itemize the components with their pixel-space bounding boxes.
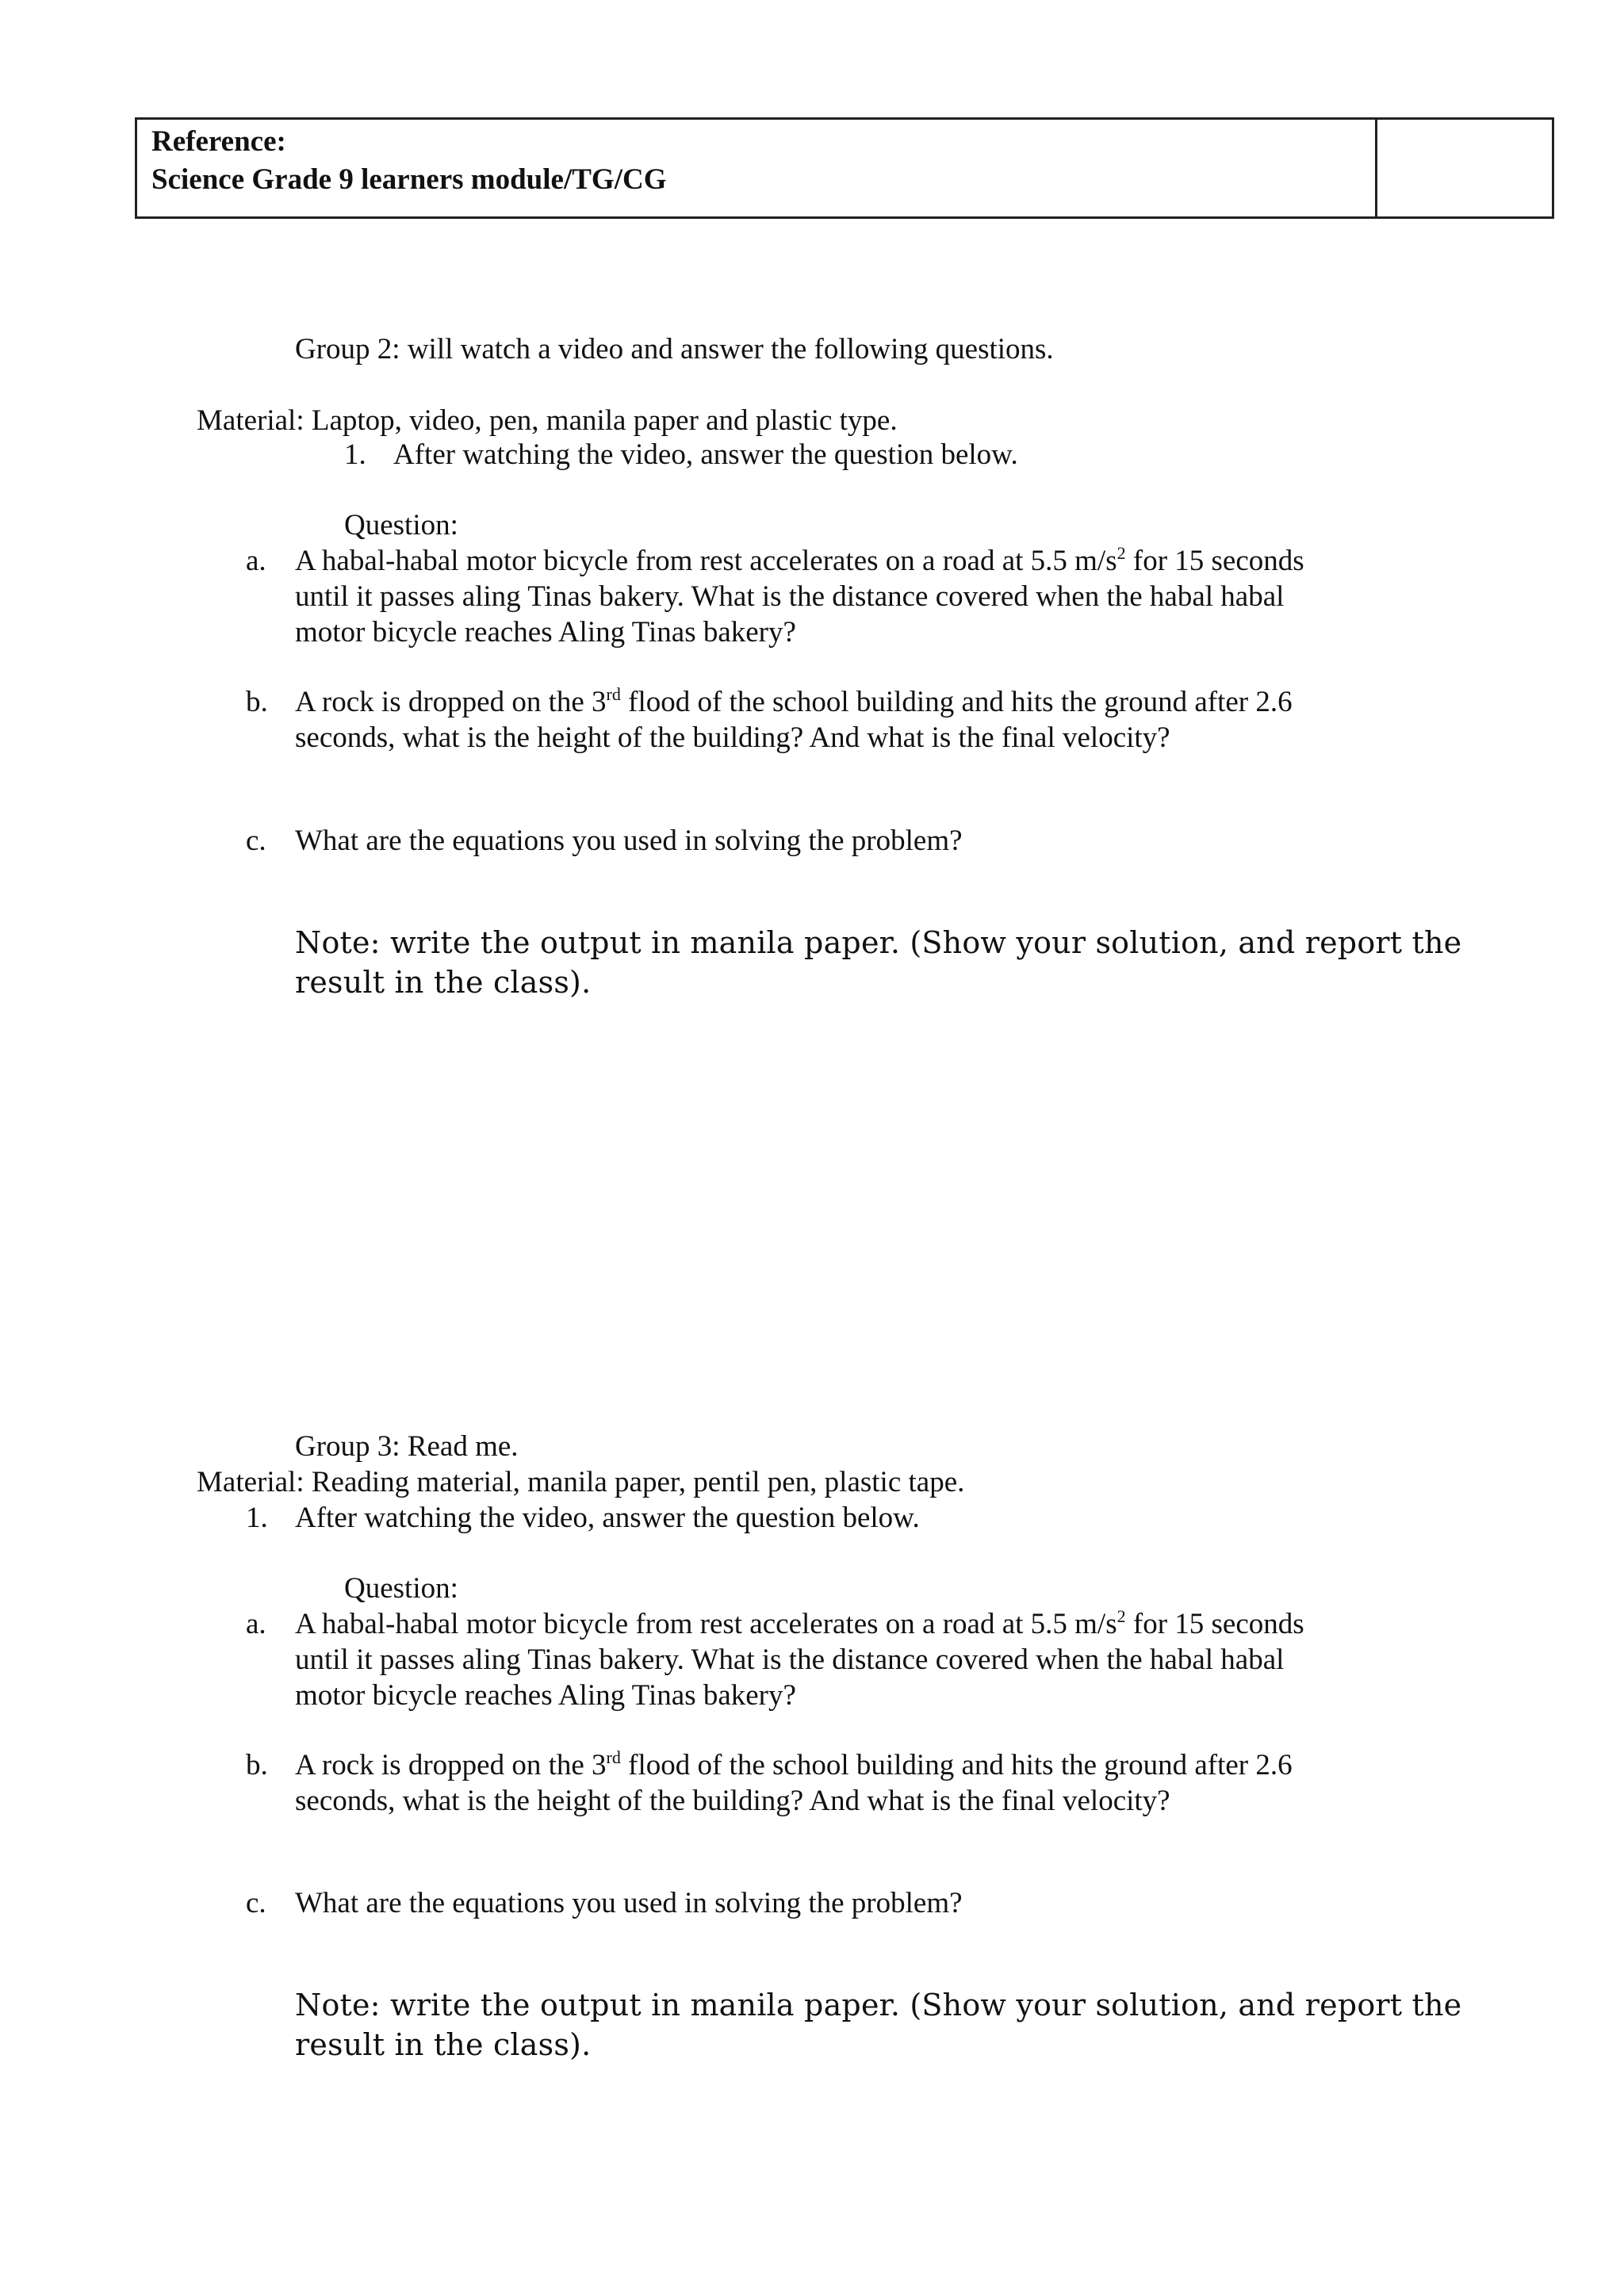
group3-question-c-text: What are the equations you used in solving the problem? (295, 1887, 963, 1919)
question-b-text: A rock is dropped on the 3 (295, 1749, 607, 1781)
superscript: 2 (1116, 1606, 1126, 1626)
group2-question-b-marker: b. (246, 686, 268, 718)
group3-question-c-marker: c. (246, 1887, 266, 1919)
group2-question-b-line2: seconds, what is the height of the building? And what is the final velocity? (295, 721, 1170, 754)
question-b-text-end: flood of the school building and hits the ground after 2.6 (620, 1749, 1293, 1781)
reference-table (135, 117, 1554, 219)
group2-question-b-line1 (295, 684, 1293, 721)
group3-question-a-marker: a. (246, 1608, 266, 1640)
question-b-text-end: flood of the school building and hits the ground after 2.6 (620, 686, 1293, 718)
reference-empty-cell (1377, 120, 1552, 216)
group2-material: Material: Laptop, video, pen, manila paper and plastic type. (197, 404, 898, 437)
question-b-text: A rock is dropped on the 3 (295, 686, 607, 718)
group3-material: Material: Reading material, manila paper, pentil pen, plastic tape. (197, 1466, 965, 1498)
group3-question-a-line1 (295, 1606, 1304, 1643)
group3-question-b-line2: seconds, what is the height of the building? And what is the final velocity? (295, 1785, 1170, 1817)
group2-question-c-text: What are the equations you used in solving the problem? (295, 825, 963, 857)
superscript: rd (606, 684, 621, 704)
group2-question-a-line3: motor bicycle reaches Aling Tinas bakery? (295, 616, 796, 649)
group2-step-text: After watching the video, answer the question below. (393, 438, 1018, 471)
group2-question-label: Question: (344, 509, 458, 541)
reference-cell (137, 120, 1377, 216)
group3-heading: Group 3: Read me. (295, 1430, 519, 1463)
group2-note-line1: Note: write the output in manila paper. (Show your solution, and report the (295, 925, 1462, 960)
group3-question-b-line1 (295, 1747, 1293, 1784)
group3-question-a-line3: motor bicycle reaches Aling Tinas bakery? (295, 1679, 796, 1712)
group3-question-label: Question: (344, 1572, 458, 1605)
group2-question-c-marker: c. (246, 825, 266, 857)
group2-heading: Group 2: will watch a video and answer the following questions. (295, 333, 1054, 365)
question-a-text: A habal-habal motor bicycle from rest accelerates on a road at 5.5 m/s (295, 1608, 1117, 1640)
question-a-text-end: for 15 seconds (1125, 545, 1304, 577)
group2-question-a-line2: until it passes aling Tinas bakery. What is the distance covered when the habal habal (295, 580, 1285, 613)
group3-question-b-marker: b. (246, 1749, 268, 1781)
group2-step-number: 1. (344, 438, 366, 471)
group3-step-number: 1. (246, 1502, 268, 1534)
group3-step-text: After watching the video, answer the question below. (295, 1502, 920, 1534)
reference-label: Reference: (151, 125, 286, 158)
group2-question-a-marker: a. (246, 545, 266, 577)
group2-question-a-line1 (295, 543, 1304, 580)
reference-source: Science Grade 9 learners module/TG/CG (151, 163, 667, 196)
group3-question-a-line2: until it passes aling Tinas bakery. What is the distance covered when the habal habal (295, 1644, 1285, 1676)
superscript: 2 (1116, 543, 1126, 563)
question-a-text: A habal-habal motor bicycle from rest accelerates on a road at 5.5 m/s (295, 545, 1117, 577)
group3-note-line1: Note: write the output in manila paper. (Show your solution, and report the (295, 1988, 1462, 2022)
group3-note-line2: result in the class). (295, 2027, 592, 2062)
group2-note-line2: result in the class). (295, 965, 592, 1000)
question-a-text-end: for 15 seconds (1125, 1608, 1304, 1640)
superscript: rd (606, 1747, 621, 1767)
